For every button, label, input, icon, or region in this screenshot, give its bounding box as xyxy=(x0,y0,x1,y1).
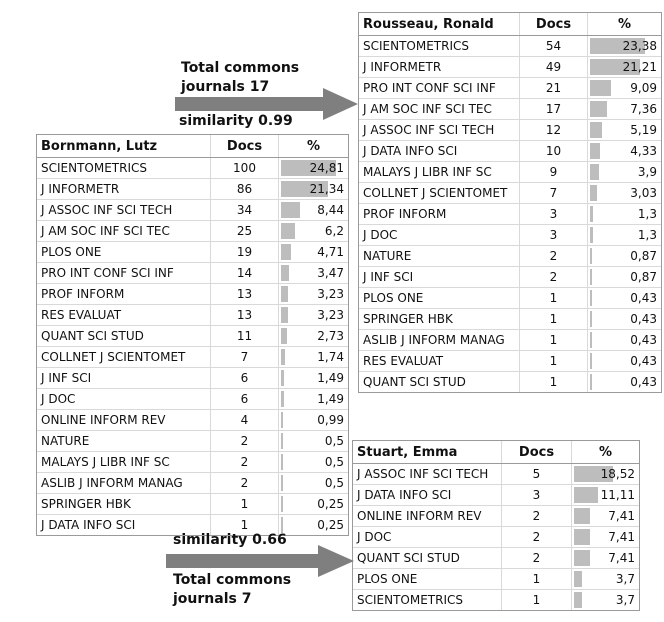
journal-cell: RES EVALUAT xyxy=(359,351,520,372)
docs-cell: 1 xyxy=(520,351,588,372)
journal-cell: J INF SCI xyxy=(359,267,520,288)
percent-bar xyxy=(281,328,287,344)
table-row xyxy=(359,267,661,288)
percent-bar xyxy=(590,227,593,243)
percent-cell xyxy=(279,179,349,200)
stuart-grid xyxy=(353,441,639,610)
table-row xyxy=(37,242,348,263)
percent-bar xyxy=(590,353,592,369)
table-row xyxy=(37,347,348,368)
journal-cell: J DOC xyxy=(37,389,211,410)
docs-cell: 1 xyxy=(211,494,279,515)
top-commons-line2: journals 17 xyxy=(181,79,270,95)
table-row xyxy=(37,221,348,242)
percent-bar xyxy=(281,307,288,323)
journal-cell: COLLNET J SCIENTOMET xyxy=(37,347,211,368)
percent-value: 0,5 xyxy=(324,434,344,448)
docs-cell: 7 xyxy=(211,347,279,368)
table-row xyxy=(37,179,348,200)
percent-cell xyxy=(588,162,662,183)
percent-cell xyxy=(279,515,349,536)
percent-cell xyxy=(279,347,349,368)
journal-cell: SCIENTOMETRICS xyxy=(357,593,464,607)
table-row xyxy=(37,305,348,326)
top-similarity-label: similarity 0.99 xyxy=(179,113,293,129)
percent-value: 5,19 xyxy=(630,123,657,137)
journal-cell: PROF INFORM xyxy=(359,204,520,225)
journal-cell: RES EVALUAT xyxy=(37,305,211,326)
table-row xyxy=(37,263,348,284)
docs-cell: 14 xyxy=(211,263,279,284)
percent-value: 0,99 xyxy=(317,413,344,427)
journal-cell: J ASSOC INF SCI TECH xyxy=(37,200,211,221)
percent-value: 4,71 xyxy=(317,245,344,259)
percent-cell xyxy=(588,288,662,309)
percent-cell xyxy=(588,225,662,246)
journal-cell: PLOS ONE xyxy=(37,242,211,263)
percent-header: % xyxy=(588,13,662,36)
table-row xyxy=(359,78,661,99)
percent-bar xyxy=(281,244,291,260)
docs-cell: 1 xyxy=(502,569,572,590)
table-row xyxy=(359,330,661,351)
journal-cell: ASLIB J INFORM MANAG xyxy=(359,330,520,351)
docs-cell: 6 xyxy=(211,389,279,410)
journal-cell: QUANT SCI STUD xyxy=(363,375,466,389)
docs-cell: 1 xyxy=(520,372,588,393)
percent-cell xyxy=(279,473,349,494)
table-row xyxy=(37,410,348,431)
percent-bar xyxy=(590,101,607,117)
percent-value: 2,73 xyxy=(317,329,344,343)
docs-cell: 17 xyxy=(520,99,588,120)
docs-cell: 7 xyxy=(520,183,588,204)
docs-header: Docs xyxy=(502,441,572,464)
percent-cell xyxy=(279,494,349,515)
percent-bar xyxy=(281,223,295,239)
percent-cell xyxy=(588,78,662,99)
percent-value: 1,3 xyxy=(637,228,657,242)
docs-cell: 12 xyxy=(520,120,588,141)
journal-cell: COLLNET J SCIENTOMET xyxy=(359,183,520,204)
top-commons-line1: Total commons xyxy=(181,60,300,76)
table-row xyxy=(353,485,639,506)
docs-cell: 2 xyxy=(502,548,572,569)
percent-value: 7,36 xyxy=(630,102,657,116)
percent-bar xyxy=(281,286,288,302)
percent-cell xyxy=(279,263,349,284)
percent-cell xyxy=(588,372,662,393)
table-row xyxy=(359,36,661,57)
percent-value: 0,43 xyxy=(630,333,657,347)
percent-value: 3,03 xyxy=(630,186,657,200)
journal-cell: SPRINGER HBK xyxy=(359,309,520,330)
percent-value: 3,7 xyxy=(615,572,635,586)
percent-value: 0,5 xyxy=(324,455,344,469)
percent-cell xyxy=(588,309,662,330)
journal-cell: J INFORMETR xyxy=(359,57,520,78)
journal-cell: J DOC xyxy=(359,225,520,246)
percent-bar xyxy=(281,475,283,491)
percent-cell xyxy=(588,141,662,162)
percent-cell xyxy=(588,99,662,120)
percent-cell xyxy=(572,548,640,569)
percent-header: % xyxy=(279,135,349,158)
author-name: Rousseau, Ronald xyxy=(359,13,520,36)
percent-bar xyxy=(574,487,598,503)
percent-cell xyxy=(279,410,349,431)
percent-value: 3,9 xyxy=(637,165,657,179)
percent-bar xyxy=(590,269,592,285)
table-row xyxy=(37,431,348,452)
docs-cell: 19 xyxy=(211,242,279,263)
percent-cell xyxy=(279,200,349,221)
percent-value: 11,11 xyxy=(600,488,635,502)
table-row xyxy=(359,246,661,267)
docs-cell: 2 xyxy=(520,246,588,267)
percent-bar xyxy=(574,571,582,587)
table-row xyxy=(359,372,661,393)
stuart-table xyxy=(352,440,640,611)
percent-cell xyxy=(279,221,349,242)
percent-bar xyxy=(281,433,283,449)
docs-cell: 4 xyxy=(211,410,279,431)
table-row xyxy=(359,309,661,330)
percent-value: 6,2 xyxy=(324,224,344,238)
percent-cell xyxy=(588,36,662,57)
journal-cell: J DATA INFO SCI xyxy=(41,518,136,532)
bornmann-grid xyxy=(37,135,348,535)
percent-value: 0,5 xyxy=(324,476,344,490)
percent-value: 21,21 xyxy=(622,60,657,74)
docs-cell: 6 xyxy=(211,368,279,389)
percent-value: 7,41 xyxy=(608,509,635,523)
journal-cell: ONLINE INFORM REV xyxy=(353,506,502,527)
docs-cell: 54 xyxy=(520,36,588,57)
docs-cell: 1 xyxy=(211,515,279,536)
percent-value: 23,38 xyxy=(622,39,657,53)
table-row xyxy=(359,120,661,141)
percent-value: 3,23 xyxy=(317,308,344,322)
journal-cell: SCIENTOMETRICS xyxy=(37,158,211,179)
percent-value: 4,33 xyxy=(630,144,657,158)
percent-bar xyxy=(281,202,300,218)
table-row xyxy=(353,569,639,590)
journal-cell: J ASSOC INF SCI TECH xyxy=(353,464,502,485)
docs-cell: 13 xyxy=(211,284,279,305)
percent-cell xyxy=(279,326,349,347)
table-row xyxy=(359,351,661,372)
journal-cell: PLOS ONE xyxy=(353,569,502,590)
table-row xyxy=(353,464,639,485)
percent-cell xyxy=(588,330,662,351)
bottom-commons-line1: Total commons xyxy=(173,572,292,588)
table-row xyxy=(37,473,348,494)
table-row xyxy=(359,141,661,162)
docs-cell: 2 xyxy=(502,527,572,548)
percent-cell xyxy=(279,305,349,326)
journal-cell: J DOC xyxy=(353,527,502,548)
percent-value: 3,47 xyxy=(317,266,344,280)
percent-bar xyxy=(590,122,602,138)
journal-cell: ONLINE INFORM REV xyxy=(37,410,211,431)
journal-cell: J INFORMETR xyxy=(37,179,211,200)
journal-cell: PROF INFORM xyxy=(37,284,211,305)
table-row xyxy=(359,99,661,120)
percent-bar xyxy=(590,290,592,306)
docs-header: Docs xyxy=(520,13,588,36)
percent-value: 7,41 xyxy=(608,530,635,544)
percent-cell xyxy=(279,389,349,410)
percent-bar xyxy=(590,143,600,159)
docs-cell: 13 xyxy=(211,305,279,326)
percent-cell xyxy=(279,284,349,305)
percent-bar xyxy=(590,185,597,201)
percent-value: 7,41 xyxy=(608,551,635,565)
docs-cell: 25 xyxy=(211,221,279,242)
percent-cell xyxy=(588,351,662,372)
docs-cell: 3 xyxy=(502,485,572,506)
docs-cell: 3 xyxy=(520,204,588,225)
percent-value: 24,81 xyxy=(309,161,344,175)
docs-cell: 21 xyxy=(520,78,588,99)
percent-header: % xyxy=(572,441,640,464)
docs-cell: 2 xyxy=(502,506,572,527)
table-row xyxy=(353,527,639,548)
percent-value: 9,09 xyxy=(630,81,657,95)
bornmann-table xyxy=(36,134,349,536)
author-name: Bornmann, Lutz xyxy=(37,135,211,158)
percent-bar xyxy=(590,164,599,180)
percent-value: 1,49 xyxy=(317,392,344,406)
docs-header: Docs xyxy=(211,135,279,158)
docs-cell: 49 xyxy=(520,57,588,78)
percent-cell xyxy=(572,527,640,548)
percent-bar xyxy=(590,332,592,348)
percent-bar xyxy=(590,206,593,222)
percent-value: 0,43 xyxy=(630,312,657,326)
percent-cell xyxy=(572,485,640,506)
percent-cell xyxy=(588,57,662,78)
percent-bar xyxy=(590,248,592,264)
table-row xyxy=(359,183,661,204)
journal-cell: PLOS ONE xyxy=(359,288,520,309)
journal-cell: J AM SOC INF SCI TEC xyxy=(37,221,211,242)
percent-value: 0,43 xyxy=(630,375,657,389)
percent-cell xyxy=(279,158,349,179)
table-row xyxy=(37,326,348,347)
docs-cell: 2 xyxy=(211,473,279,494)
docs-cell: 1 xyxy=(520,309,588,330)
journal-cell: QUANT SCI STUD xyxy=(37,326,211,347)
bottom-commons-label xyxy=(173,571,291,609)
percent-bar xyxy=(574,508,590,524)
percent-bar xyxy=(281,496,283,512)
percent-bar xyxy=(281,454,283,470)
docs-cell: 2 xyxy=(520,267,588,288)
table-row xyxy=(353,590,639,611)
docs-cell: 10 xyxy=(520,141,588,162)
table-row xyxy=(37,452,348,473)
percent-bar xyxy=(281,370,284,386)
table-row xyxy=(359,57,661,78)
percent-bar xyxy=(590,374,592,390)
table-row xyxy=(359,204,661,225)
table-row xyxy=(359,225,661,246)
docs-cell: 5 xyxy=(502,464,572,485)
percent-bar xyxy=(574,529,590,545)
percent-cell xyxy=(588,120,662,141)
bottom-commons-line2: journals 7 xyxy=(173,591,252,607)
table-row xyxy=(359,288,661,309)
journal-cell: J ASSOC INF SCI TECH xyxy=(359,120,520,141)
bottom-similarity-label: similarity 0.66 xyxy=(173,532,287,548)
percent-cell xyxy=(588,204,662,225)
percent-value: 0,43 xyxy=(630,354,657,368)
percent-bar xyxy=(281,412,283,428)
percent-value: 0,25 xyxy=(317,497,344,511)
table-row xyxy=(37,389,348,410)
percent-bar xyxy=(590,311,592,327)
table-row xyxy=(37,494,348,515)
docs-cell: 2 xyxy=(211,452,279,473)
journal-cell: ASLIB J INFORM MANAG xyxy=(37,473,211,494)
percent-bar xyxy=(281,265,289,281)
rousseau-grid xyxy=(359,13,661,392)
table-row xyxy=(353,548,639,569)
percent-cell xyxy=(572,590,640,611)
percent-cell xyxy=(588,267,662,288)
rousseau-table xyxy=(358,12,662,393)
journal-cell: QUANT SCI STUD xyxy=(353,548,502,569)
percent-cell xyxy=(572,569,640,590)
percent-cell xyxy=(572,506,640,527)
percent-value: 8,44 xyxy=(317,203,344,217)
journal-cell: SCIENTOMETRICS xyxy=(359,36,520,57)
percent-cell xyxy=(572,464,640,485)
percent-cell xyxy=(588,246,662,267)
journal-cell: MALAYS J LIBR INF SC xyxy=(37,452,211,473)
journal-cell: NATURE xyxy=(359,246,520,267)
table-row xyxy=(37,158,348,179)
table-row xyxy=(37,284,348,305)
percent-cell xyxy=(279,242,349,263)
percent-value: 3,7 xyxy=(615,593,635,607)
journal-cell: NATURE xyxy=(37,431,211,452)
table-row xyxy=(359,162,661,183)
journal-cell: MALAYS J LIBR INF SC xyxy=(359,162,520,183)
percent-cell xyxy=(279,452,349,473)
author-name: Stuart, Emma xyxy=(353,441,502,464)
percent-value: 18,52 xyxy=(600,467,635,481)
journal-cell: PRO INT CONF SCI INF xyxy=(37,263,211,284)
percent-value: 0,87 xyxy=(630,249,657,263)
journal-cell: SPRINGER HBK xyxy=(37,494,211,515)
percent-bar xyxy=(590,80,611,96)
table-row xyxy=(37,368,348,389)
percent-cell xyxy=(588,183,662,204)
docs-cell: 11 xyxy=(211,326,279,347)
table-row xyxy=(353,506,639,527)
docs-cell: 100 xyxy=(211,158,279,179)
percent-value: 1,3 xyxy=(637,207,657,221)
percent-value: 21,34 xyxy=(309,182,344,196)
journal-cell: PRO INT CONF SCI INF xyxy=(359,78,520,99)
percent-value: 1,49 xyxy=(317,371,344,385)
docs-cell: 1 xyxy=(502,590,572,611)
docs-cell: 3 xyxy=(520,225,588,246)
journal-cell: J INF SCI xyxy=(37,368,211,389)
docs-cell: 1 xyxy=(520,330,588,351)
percent-bar xyxy=(574,592,582,608)
docs-cell: 86 xyxy=(211,179,279,200)
journal-cell: J DATA INFO SCI xyxy=(353,485,502,506)
percent-value: 0,87 xyxy=(630,270,657,284)
percent-cell xyxy=(279,431,349,452)
docs-cell: 34 xyxy=(211,200,279,221)
percent-value: 0,43 xyxy=(630,291,657,305)
percent-value: 1,74 xyxy=(317,350,344,364)
journal-cell: J AM SOC INF SCI TEC xyxy=(359,99,520,120)
percent-cell xyxy=(279,368,349,389)
docs-cell: 9 xyxy=(520,162,588,183)
percent-bar xyxy=(574,550,590,566)
percent-bar xyxy=(281,349,285,365)
percent-value: 0,25 xyxy=(317,518,344,532)
percent-bar xyxy=(281,391,284,407)
table-row xyxy=(37,200,348,221)
journal-cell: J DATA INFO SCI xyxy=(359,141,520,162)
docs-cell: 2 xyxy=(211,431,279,452)
docs-cell: 1 xyxy=(520,288,588,309)
percent-value: 3,23 xyxy=(317,287,344,301)
